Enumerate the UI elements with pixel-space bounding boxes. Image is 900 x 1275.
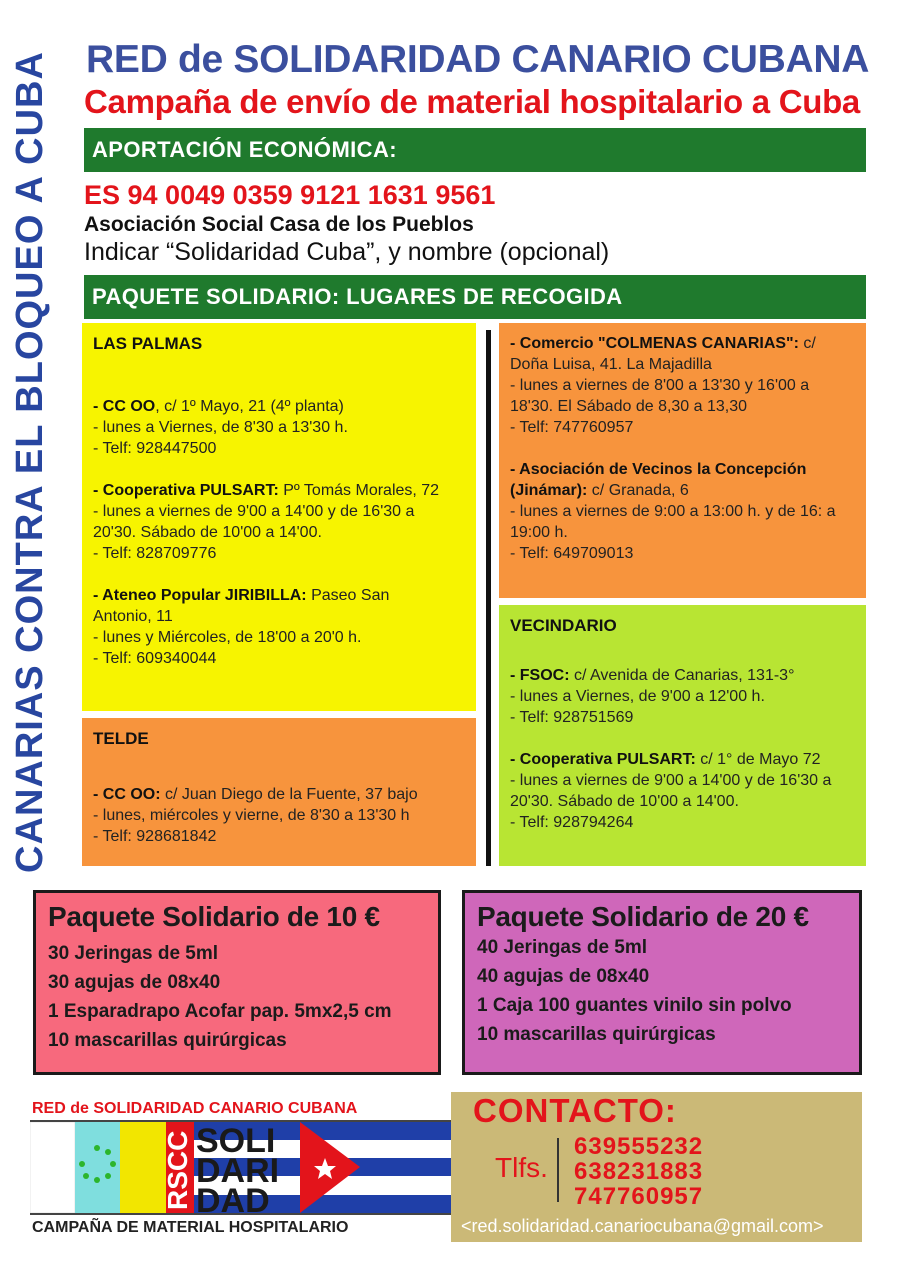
logo-graphic xyxy=(30,1122,451,1213)
logo-word-line: DARI xyxy=(196,1152,280,1190)
divider xyxy=(557,1138,559,1202)
package-20 xyxy=(462,890,862,1075)
logo-top-text: RED de SOLIDARIDAD CANARIO CUBANA xyxy=(32,1100,358,1117)
location-name-line: - Ateneo Popular JIRIBILLA: Paseo San xyxy=(93,587,390,604)
transfer-note: Indicar “Solidaridad Cuba”, y nombre (opcional) xyxy=(84,238,610,266)
hours-line: - lunes a viernes de 8'00 a 13'30 y 16'00 a xyxy=(510,377,810,394)
page-subtitle: Campaña de envío de material hospitalario a Cuba xyxy=(84,83,860,120)
package-item: 10 mascarillas quirúrgicas xyxy=(477,1024,716,1045)
phone-line: - Telf: 828709776 xyxy=(93,545,217,562)
location-name-line: - Comercio "COLMENAS CANARIAS": c/ xyxy=(510,335,816,352)
colmenas-box xyxy=(499,323,866,598)
hours-line: 18'30. El Sábado de 8,30 a 13,30 xyxy=(510,398,748,415)
contact-title: CONTACTO: xyxy=(473,1092,677,1129)
las-palmas-box xyxy=(82,323,476,711)
package-10-title: Paquete Solidario de 10 € xyxy=(48,901,380,932)
email: <red.solidaridad.canariocubana@gmail.com> xyxy=(461,1216,824,1236)
iban: ES 94 0049 0359 9121 1631 9561 xyxy=(84,180,496,210)
location-name-line: - CC OO, c/ 1º Mayo, 21 (4º planta) xyxy=(93,398,344,415)
aportacion-heading: APORTACIÓN ECONÓMICA: xyxy=(84,128,866,172)
location-name-line: - CC OO: c/ Juan Diego de la Fuente, 37 bajo xyxy=(93,786,418,803)
page-title: RED de SOLIDARIDAD CANARIO CUBANA xyxy=(86,38,870,81)
contact-box xyxy=(451,1092,862,1242)
column-divider xyxy=(486,330,491,866)
hours-line: - lunes y Miércoles, de 18'00 a 20'0 h. xyxy=(93,629,362,646)
flag-yellow-stripe xyxy=(120,1122,166,1213)
location-name-line: - Cooperativa PULSART: c/ 1° de Mayo 72 xyxy=(510,751,821,768)
phone-number: 747760957 xyxy=(574,1183,704,1210)
package-item: 40 Jeringas de 5ml xyxy=(477,937,648,958)
account-holder: Asociación Social Casa de los Pueblos xyxy=(84,213,474,236)
las-palmas-title: LAS PALMAS xyxy=(93,334,203,353)
phone-number: 639555232 xyxy=(574,1133,704,1160)
hours-line: - lunes a viernes de 9'00 a 14'00 y de 16'30 a xyxy=(93,503,415,520)
flag-blue-stripe xyxy=(75,1122,120,1213)
phone-line: - Telf: 649709013 xyxy=(510,545,634,562)
package-item: 40 agujas de 08x40 xyxy=(477,966,650,987)
package-item: 30 Jeringas de 5ml xyxy=(48,943,219,964)
rscc-text: RSCC xyxy=(162,1130,193,1210)
vecindario-title: VECINDARIO xyxy=(510,616,617,635)
side-banner-text: CANARIAS CONTRA EL BLOQUEO A CUBA xyxy=(8,51,51,873)
hours-line: 19:00 h. xyxy=(510,524,568,541)
rscc-logo xyxy=(30,1092,451,1242)
phone-line: - Telf: 609340044 xyxy=(93,650,217,667)
package-item: 1 Caja 100 guantes vinilo sin polvo xyxy=(477,995,792,1016)
phone-number: 638231883 xyxy=(574,1158,704,1185)
location-name-line: - Asociación de Vecinos la Concepción xyxy=(510,461,807,478)
hours-line: - lunes a Viernes, de 8'30 a 13'30 h. xyxy=(93,419,348,436)
phone-line: - Telf: 928751569 xyxy=(510,709,634,726)
flag-white-stripe xyxy=(30,1122,75,1213)
phone-line: - Telf: 928794264 xyxy=(510,814,634,831)
hours-line: 20'30. Sábado de 10'00 a 14'00. xyxy=(93,524,322,541)
logo-word-line: DAD xyxy=(196,1182,270,1213)
phone-line: - Telf: 747760957 xyxy=(510,419,634,436)
hours-line: - lunes, miércoles y vierne, de 8'30 a 13'30 h xyxy=(93,807,410,824)
package-20-title: Paquete Solidario de 20 € xyxy=(477,901,809,932)
logo-word-line: SOLI xyxy=(196,1122,276,1160)
vecindario-box xyxy=(499,605,866,866)
location-name-line: - FSOC: c/ Avenida de Canarias, 131-3° xyxy=(510,667,795,684)
package-10 xyxy=(33,890,441,1075)
logo-bottom-text: CAMPAÑA DE MATERIAL HOSPITALARIO xyxy=(32,1219,349,1236)
hours-line: - lunes a viernes de 9:00 a 13:00 h. y de 16: a xyxy=(510,503,836,520)
hours-line: 20'30. Sábado de 10'00 a 14'00. xyxy=(510,793,739,810)
package-item: 30 agujas de 08x40 xyxy=(48,972,221,993)
hours-line: - lunes a Viernes, de 9'00 a 12'00 h. xyxy=(510,688,765,705)
phone-line: - Telf: 928681842 xyxy=(93,828,217,845)
telde-title: TELDE xyxy=(93,729,149,748)
phone-line: - Telf: 928447500 xyxy=(93,440,217,457)
location-name-line: (Jinámar): c/ Granada, 6 xyxy=(510,482,689,499)
recogida-heading: PAQUETE SOLIDARIO: LUGARES DE RECOGIDA xyxy=(84,275,866,319)
package-item: 10 mascarillas quirúrgicas xyxy=(48,1030,287,1051)
address-line: Doña Luisa, 41. La Majadilla xyxy=(510,356,712,373)
package-item: 1 Esparadrapo Acofar pap. 5mx2,5 cm xyxy=(48,1001,392,1022)
side-banner xyxy=(0,30,78,880)
telde-box xyxy=(82,718,476,866)
location-name-line: - Cooperativa PULSART: Pº Tomás Morales, 72 xyxy=(93,482,440,499)
hours-line: - lunes a viernes de 9'00 a 14'00 y de 16'30 a xyxy=(510,772,832,789)
divider xyxy=(30,1213,451,1215)
phones-label: Tlfs. xyxy=(495,1152,548,1183)
address-line: Antonio, 11 xyxy=(93,608,173,625)
